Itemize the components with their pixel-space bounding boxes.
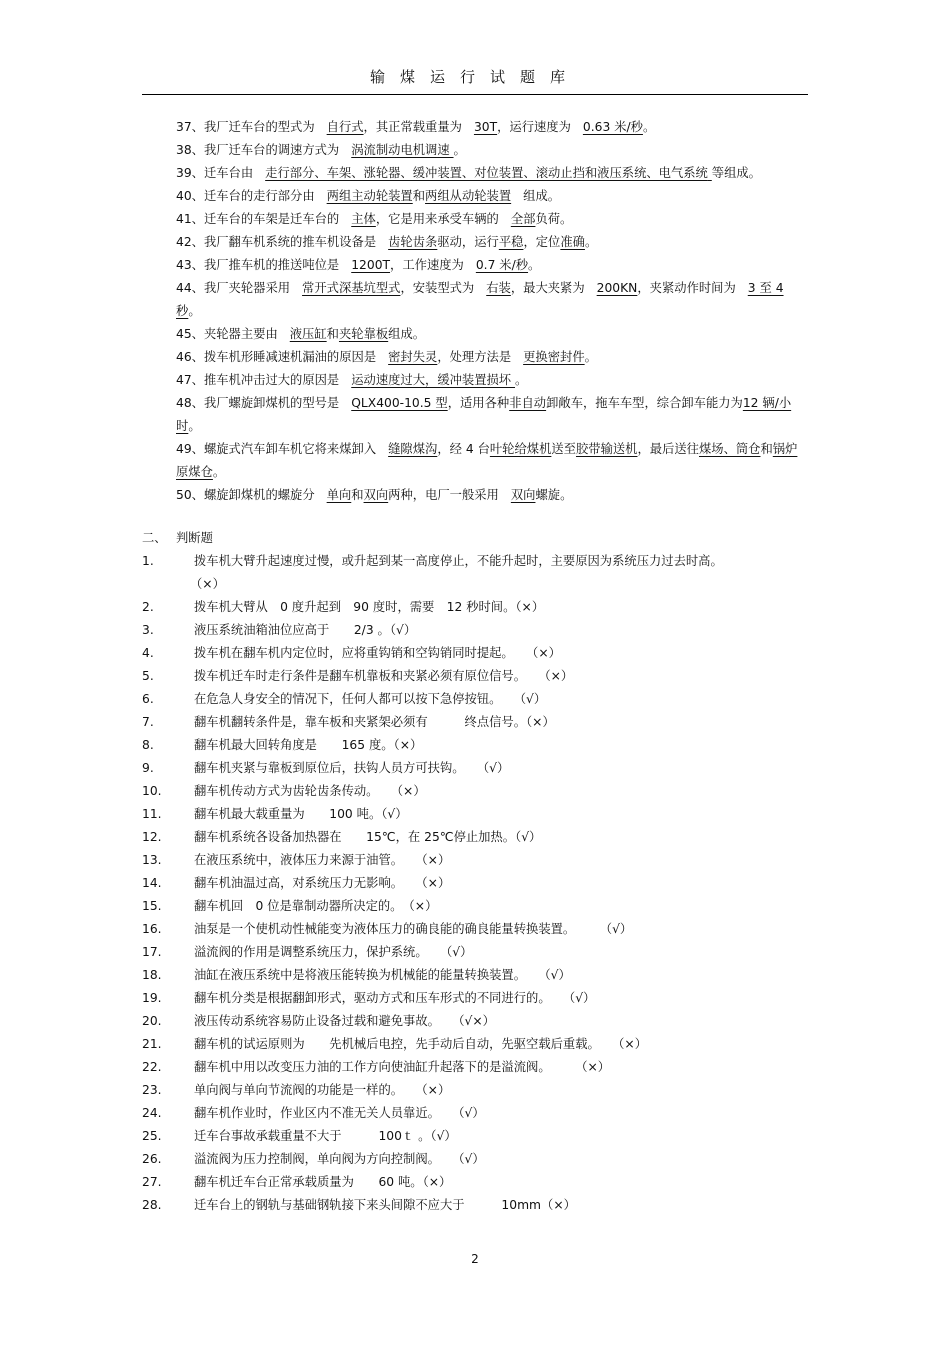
answer-mark: （√） <box>381 807 408 821</box>
question-text: 拨车机大臂升起速度过慢，或升起到某一高度停止，不能升起时，主要原因为系统压力过去时高。 <box>194 554 723 568</box>
answer-blank: 两组主动轮装置 <box>326 189 413 203</box>
section-heading <box>142 528 213 548</box>
question-text: 翻车机作业时，作业区内不准无关人员靠近。 <box>194 1106 434 1120</box>
answer-mark: （√） <box>421 945 473 959</box>
answer-mark: （×） <box>372 784 426 798</box>
question-text: 拨车机在翻车机内定位时，应将重钩销和空钩销同时提起。 <box>194 646 508 660</box>
judgment-question <box>142 642 808 665</box>
question-text: 。 <box>188 419 201 433</box>
judgment-question <box>142 596 808 619</box>
question-text: 。 <box>453 143 466 157</box>
question-text: 液压传动系统容易防止设备过载和避免事故。 <box>194 1014 434 1028</box>
question-text: ，其正常载重量为 <box>363 120 462 134</box>
answer-blank: 0.63 米/秒 <box>582 120 643 134</box>
question-text: 迁车台上的钢轨与基础钢轨接下来头间隙不应大于 10mm <box>194 1198 542 1212</box>
answer-blank: 常开式深基坑型式 <box>302 281 401 295</box>
answer-mark: （√） <box>515 830 542 844</box>
question-number: 26. <box>142 1152 162 1166</box>
question-text: ，运行速度为 <box>497 120 571 134</box>
question-number: 14. <box>142 876 162 890</box>
question-text: 螺旋卸煤机的螺旋分 <box>203 488 315 502</box>
question-text: ，夹紧动作时间为 <box>637 281 736 295</box>
question-text: 。 <box>515 373 528 387</box>
question-number: 48、 <box>176 396 204 410</box>
question-number: 45、 <box>176 327 204 341</box>
answer-mark: （√） <box>544 991 596 1005</box>
question-number: 39、 <box>176 166 204 180</box>
question-text: 翻车机中用以改变压力油的工作方向使油缸升起落下的是溢流阀。 <box>194 1060 545 1074</box>
fill-question <box>142 208 808 231</box>
judgment-question <box>142 895 808 918</box>
question-text: 在危急人身安全的情况下，任何人都可以按下急停按钮。 <box>194 692 496 706</box>
question-number: 24. <box>142 1106 162 1120</box>
answer-mark: （×） <box>393 738 423 752</box>
question-text: 。 <box>584 350 597 364</box>
judgment-question <box>142 826 808 849</box>
question-text: 翻车机回 0 位是靠制动器所决定的。 <box>194 899 397 913</box>
question-text: 和 <box>351 488 364 502</box>
question-text: 翻车机迁车台正常承载质量为 60 吨。 <box>194 1175 423 1189</box>
question-text: 迁车台的车架是迁车台的 <box>203 212 340 226</box>
question-number: 23. <box>142 1083 162 1097</box>
answer-mark: （√） <box>433 1152 485 1166</box>
answer-blank: 非自动 <box>509 396 547 410</box>
question-text: 翻车机最大回转角度是 165 度。 <box>194 738 394 752</box>
answer-mark: （√） <box>495 692 547 706</box>
question-text: 溢流阀为压力控制阀，单向阀为方向控制阀。 <box>194 1152 434 1166</box>
answer-blank: 更换密封件 <box>523 350 585 364</box>
answer-blank: 煤场、筒仓 <box>698 442 761 456</box>
fill-question <box>142 392 808 438</box>
fill-in-questions <box>142 116 808 507</box>
question-text: 送至 <box>551 442 576 456</box>
question-text: 两种，电厂一般采用 <box>388 488 499 502</box>
judgment-question <box>142 665 808 688</box>
answer-mark: （×） <box>544 1060 611 1074</box>
question-text: 迁车台由 <box>203 166 254 180</box>
question-number: 9. <box>142 761 154 775</box>
question-number: 8. <box>142 738 154 752</box>
question-text: 翻车机系统各设备加热器在 15℃，在 25℃停止加热。 <box>194 830 516 844</box>
question-number: 15. <box>142 899 162 913</box>
question-number: 42、 <box>176 235 204 249</box>
question-number: 18. <box>142 968 162 982</box>
question-text: 液压系统油箱油位应高于 2/3 。 <box>194 623 390 637</box>
fill-question <box>142 484 808 507</box>
question-text: 翻车机翻转条件是，靠车板和夹紧架必须有 终点信号。 <box>194 715 527 729</box>
answer-mark: （√） <box>389 623 417 637</box>
question-number: 38、 <box>176 143 204 157</box>
judgment-question <box>142 757 808 780</box>
answer-blank: 主体 <box>351 212 376 226</box>
answer-mark: （×） <box>519 669 574 683</box>
answer-blank: 液压缸 <box>289 327 327 341</box>
judgment-question <box>142 1010 808 1033</box>
judgment-question <box>142 711 808 734</box>
question-number: 46、 <box>176 350 204 364</box>
answer-blank: 全部 <box>510 212 536 226</box>
page-header-title: 输煤运行试题库 <box>369 68 580 86</box>
question-text: 我厂迁车台的调速方式为 <box>203 143 340 157</box>
judgment-question <box>142 964 808 987</box>
answer-blank: 12 辆/小时 <box>176 396 792 433</box>
judgment-question <box>142 1148 808 1171</box>
page-number: 2 <box>471 1252 479 1266</box>
fill-question <box>142 369 808 392</box>
judgment-question <box>142 550 808 596</box>
question-number: 20. <box>142 1014 162 1028</box>
question-number: 28. <box>142 1198 162 1212</box>
judgment-question <box>142 1194 808 1217</box>
answer-blank: 齿轮齿条 <box>388 235 438 249</box>
judgment-question <box>142 872 808 895</box>
question-text: 我厂翻车机系统的推车机设备是 <box>203 235 377 249</box>
fill-question <box>142 323 808 346</box>
judgment-question <box>142 803 808 826</box>
question-text: 我厂夹轮器采用 <box>203 281 291 295</box>
question-text: 驱动，运行 <box>437 235 499 249</box>
question-text: 。 <box>584 235 598 249</box>
question-text: 翻车机油温过高，对系统压力无影响。 <box>194 876 397 890</box>
question-text: 组成。 <box>523 189 561 203</box>
question-text: 拨车机形睡减速机漏油的原因是 <box>203 350 377 364</box>
question-text: 。 <box>528 258 541 272</box>
answer-mark: （√×） <box>433 1014 495 1028</box>
answer-blank: 1200T <box>351 258 391 272</box>
answer-mark: （√） <box>458 761 510 775</box>
question-text: 拨车机大臂从 0 度升起到 90 度时，需要 12 秒时间。 <box>194 600 516 614</box>
question-number: 47、 <box>176 373 204 387</box>
question-number: 43、 <box>176 258 204 272</box>
question-text: 等组成。 <box>711 166 761 180</box>
question-number: 50、 <box>176 488 204 502</box>
question-text: 拨车机迁车时走行条件是翻车机靠板和夹紧必须有原位信号。 <box>194 669 520 683</box>
answer-blank: 右装 <box>486 281 511 295</box>
answer-blank: 叶轮给煤机 <box>489 442 552 456</box>
question-text: 夹轮器主要由 <box>203 327 278 341</box>
question-text: ，适用各种 <box>447 396 510 410</box>
judgment-question <box>142 849 808 872</box>
question-number: 19. <box>142 991 162 1005</box>
answer-blank: 运动速度过大，缓冲装置损坏 <box>351 373 516 387</box>
question-number: 12. <box>142 830 162 844</box>
question-number: 25. <box>142 1129 162 1143</box>
answer-mark: （×） <box>396 876 451 890</box>
answer-blank: 双向 <box>510 488 536 502</box>
answer-blank: 夹轮靠板 <box>338 327 389 341</box>
question-text: 。 <box>188 304 201 318</box>
question-number: 6. <box>142 692 154 706</box>
fill-question <box>142 185 808 208</box>
answer-mark: （×） <box>526 715 555 729</box>
answer-blank: 自行式 <box>326 120 364 134</box>
question-number: 1. <box>142 554 154 568</box>
judgment-question <box>142 688 808 711</box>
question-text: 和 <box>760 442 773 456</box>
judgment-question <box>142 1079 808 1102</box>
judgment-question <box>142 780 808 803</box>
judgment-question <box>142 1171 808 1194</box>
question-text: 迁车台的走行部分由 <box>203 189 315 203</box>
question-number: 16. <box>142 922 162 936</box>
question-text: 溢流阀的作用是调整系统压力，保护系统。 <box>194 945 422 959</box>
question-text: ，它是用来承受车辆的 <box>375 212 499 226</box>
judgment-question <box>142 1056 808 1079</box>
question-text: 我厂迁车台的型式为 <box>203 120 315 134</box>
answer-blank: 平稳 <box>498 235 524 249</box>
answer-blank: 涡流制动电机调速 <box>351 143 454 157</box>
question-text: 翻车机的试运原则为 先机械后电控，先手动后自动，先驱空载后重载。 <box>194 1037 594 1051</box>
answer-mark: （×） <box>396 853 451 867</box>
judgment-question <box>142 619 808 642</box>
answer-blank: QLX400-10.5 型 <box>351 396 448 410</box>
answer-blank: 走行部分、车架、涨轮器、缓冲装置、对位装置、滚动止挡和液压系统、电气系统 <box>265 166 708 180</box>
answer-blank: 双向 <box>363 488 389 502</box>
answer-mark: （×） <box>190 577 225 591</box>
fill-question <box>142 346 808 369</box>
fill-question <box>142 438 808 484</box>
question-number: 41、 <box>176 212 204 226</box>
fill-question <box>142 139 808 162</box>
answer-blank: 密封失灵 <box>388 350 438 364</box>
question-number: 2. <box>142 600 154 614</box>
answer-blank: 准确 <box>560 235 585 249</box>
question-number: 21. <box>142 1037 162 1051</box>
answer-blank: 两组从动轮装置 <box>425 189 512 203</box>
question-number: 11. <box>142 807 162 821</box>
question-number: 49、 <box>176 442 204 456</box>
question-text: 翻车机最大载重量为 100 吨。 <box>194 807 382 821</box>
question-text: 我厂推车机的推送吨位是 <box>203 258 340 272</box>
judgment-question <box>142 918 808 941</box>
answer-mark: （√） <box>433 1106 485 1120</box>
fill-question <box>142 116 808 139</box>
answer-mark: （×） <box>593 1037 647 1051</box>
judgment-question <box>142 1125 808 1148</box>
question-text: 油缸在液压系统中是将液压能转换为机械能的能量转换装置。 <box>194 968 520 982</box>
question-text: 我厂螺旋卸煤机的型号是 <box>203 396 340 410</box>
question-text: 螺旋式汽车卸车机它将来煤卸入 <box>203 442 377 456</box>
question-number: 22. <box>142 1060 162 1074</box>
question-number: 13. <box>142 853 162 867</box>
fill-question <box>142 254 808 277</box>
question-number: 17. <box>142 945 162 959</box>
answer-mark: （×） <box>507 646 561 660</box>
question-number: 44、 <box>176 281 204 295</box>
question-number: 3. <box>142 623 154 637</box>
judgment-question <box>142 941 808 964</box>
judgment-question <box>142 734 808 757</box>
answer-blank: 缝隙煤沟 <box>388 442 438 456</box>
answer-mark: （×） <box>396 899 438 913</box>
answer-blank: 0.7 米/秒 <box>475 258 529 272</box>
answer-blank: 单向 <box>326 488 352 502</box>
question-text: 翻车机传动方式为齿轮齿条传动。 <box>194 784 373 798</box>
question-text: ，经 4 台 <box>437 442 490 456</box>
question-number: 5. <box>142 669 154 683</box>
question-text: ，最后送往 <box>637 442 699 456</box>
question-text: 推车机冲击过大的原因是 <box>203 373 340 387</box>
question-text: 。 <box>212 465 226 479</box>
answer-mark: （√） <box>569 922 633 936</box>
question-text: 翻车机分类是根据翻卸形式，驱动方式和压车形式的不同进行的。 <box>194 991 545 1005</box>
question-text: 和 <box>326 327 339 341</box>
judgment-question <box>142 1102 808 1125</box>
question-number: 37、 <box>176 120 204 134</box>
answer-mark: （×） <box>396 1083 451 1097</box>
answer-mark: （×） <box>422 1175 452 1189</box>
question-text: 负荷。 <box>535 212 573 226</box>
question-text: ，处理方法是 <box>437 350 512 364</box>
question-text: ，定位 <box>523 235 561 249</box>
answer-mark: （√） <box>519 968 571 982</box>
question-number: 10. <box>142 784 162 798</box>
question-text: 单向阀与单向节流阀的功能是一样的。 <box>194 1083 397 1097</box>
answer-blank: 3 至 4 秒 <box>176 281 784 318</box>
question-number: 27. <box>142 1175 162 1189</box>
answer-mark: （×） <box>515 600 545 614</box>
fill-question <box>142 162 808 185</box>
header-divider <box>142 94 808 95</box>
question-text: 组成。 <box>388 327 426 341</box>
question-text: ，工作速度为 <box>390 258 464 272</box>
judgment-questions <box>142 550 808 1217</box>
answer-blank: 200KN <box>596 281 638 295</box>
question-text: ，安装型式为 <box>400 281 475 295</box>
question-number: 7. <box>142 715 154 729</box>
answer-mark: （√） <box>430 1129 457 1143</box>
section-number: 二、 <box>142 531 167 545</box>
question-text: ，最大夹紧为 <box>510 281 585 295</box>
answer-blank: 30T <box>473 120 498 134</box>
question-text: 油泵是一个使机动性械能变为液体压力的确良能的确良能量转换装置。 <box>194 922 570 936</box>
question-number: 40、 <box>176 189 204 203</box>
question-text: 卸敞车，拖车车型，综合卸车能力为 <box>546 396 743 410</box>
answer-blank: 胶带输送机 <box>575 442 638 456</box>
answer-blank: 锅炉原煤仓 <box>176 442 798 479</box>
judgment-question <box>142 1033 808 1056</box>
question-number: 4. <box>142 646 154 660</box>
question-text: 翻车机夹紧与靠板到原位后，扶钩人员方可扶钩。 <box>194 761 459 775</box>
question-text: 迁车台事故承载重量不大于 100ｔ 。 <box>194 1129 431 1143</box>
question-text: 。 <box>642 120 656 134</box>
section-title: 判断题 <box>176 531 213 545</box>
answer-mark: （×） <box>541 1198 576 1212</box>
fill-question <box>142 277 808 323</box>
fill-question <box>142 231 808 254</box>
judgment-question <box>142 987 808 1010</box>
question-text: 螺旋。 <box>535 488 573 502</box>
question-text: 在液压系统中，液体压力来源于油管。 <box>194 853 397 867</box>
question-text: 和 <box>412 189 426 203</box>
